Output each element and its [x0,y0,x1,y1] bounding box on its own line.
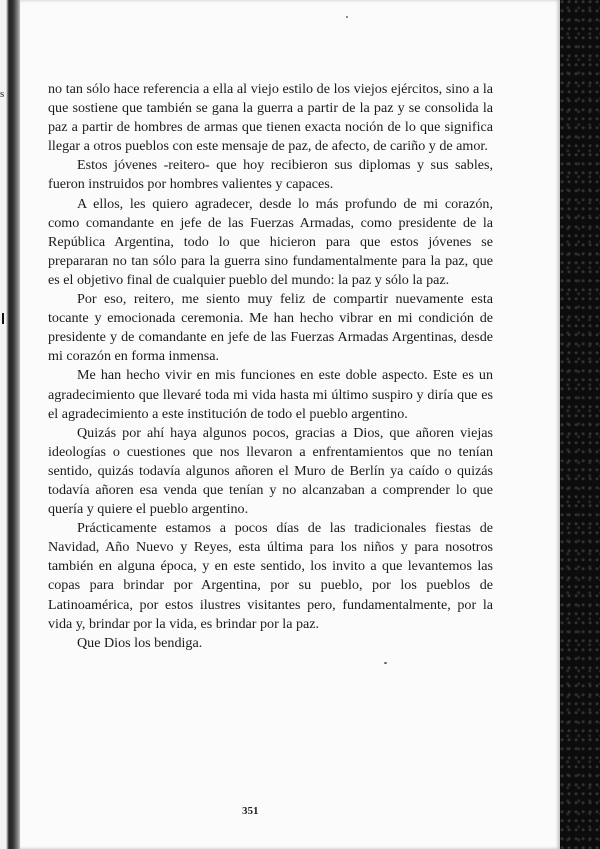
paragraph: Estos jóvenes -reitero- que hoy recibieron sus diplomas y sus sables, fueron instruidos por hombres valientes y capaces. [48,157,493,193]
body-text [48,80,493,653]
paragraph: Quizás por ahí haya algunos pocos, gracias a Dios, que añoren viejas ideologías o cuestiones que nos llevaron a enfrentamientos que no tenían sentido, quizás todavía algunos añoren el Muro de Berlín ya caído o quizás todavía añoren esa venda que tenían y no alcanzaban a comprender lo que quería y quiere el pueblo argentino. [48,424,493,518]
binding-edge [0,0,20,849]
scan-speck [384,662,387,664]
margin-tick [2,313,4,324]
book-page [20,0,560,849]
paragraph: no tan sólo hace referencia a ella al viejo estilo de los viejos ejércitos, sino a la que sostiene que también se gana la guerra a partir de la paz y se consolida la paz a partir de hombres de armas que tienen exacta noción de lo que significa llegar a otros pueblos con este mensaje de paz, de afecto, de cariño y de amor. [48,81,493,155]
scan-background [560,0,600,849]
paragraph: Que Dios los bendiga. [77,634,203,651]
paragraph: Me han hecho vivir en mis funciones en este doble aspecto. Este es un agradecimiento que llevaré toda mi vida hasta mi último suspiro y diría que es el agradecimiento a este institución de todo el pueblo argentino. [48,367,493,422]
margin-mark: s [0,88,5,100]
paragraph: Prácticamente estamos a pocos días de las tradicionales fiestas de Navidad, Año Nuevo y Reyes, esta última para los niños y para nosotros también en alguna época, y en este sentido, los invito a que levantemos las copas para brindar por Argentina, por su pueblo, por los pueblos de Latinoamérica, por estos ilustres visitantes pero, fundamentalmente, por la vida y, brindar por la vida, es brindar por la paz. [48,520,493,632]
page-number: 351 [242,805,259,817]
paragraph: A ellos, les quiero agradecer, desde lo más profundo de mi corazón, como comandante en jefe de las Fuerzas Armadas, como presidente de la República Argentina, todo lo que hicieron para que estos jóvenes se prepararan no tan sólo para la guerra sino fundamentalmente para la paz, que es el objetivo final de cualquier pueblo del mundo: la paz y sólo la paz. [48,195,493,288]
scan-speck [346,16,348,18]
paragraph: Por eso, reitero, me siento muy feliz de compartir nuevamente esta tocante y emocionada ceremonia. Me han hecho vibrar en mi condición de presidente y de comandante en jefe de las Fuerzas Armadas Argentinas, desde mi corazón en forma inmensa. [48,291,493,365]
